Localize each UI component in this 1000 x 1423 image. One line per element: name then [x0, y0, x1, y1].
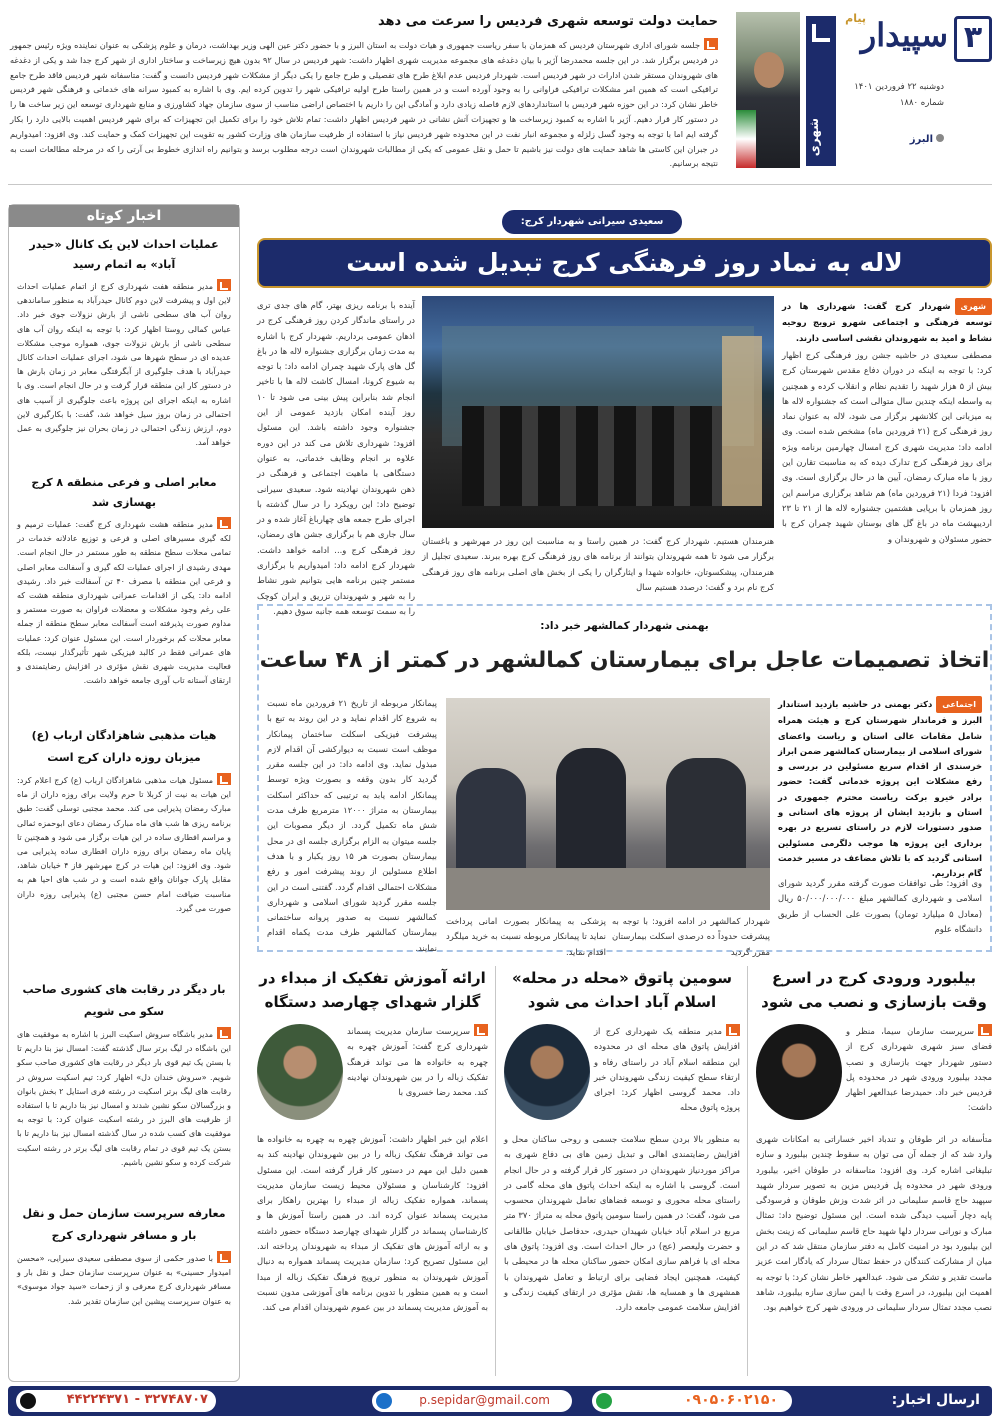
- hospital-column-right: وی افزود: طی توافقات صورت گرفته مقرر گردید شورای اسلامی و شهرداری کمالشهر مبلغ ۵۰/۰۰۰/۰۰۰/۰۰۰ ریال (معادل ۵ میلیارد تومان) بصورت علی الحساب از طریق دانشگاه علوم: [778, 878, 982, 934]
- hospital-column-left: پیمانکار مربوطه از تاریخ ۲۱ فروردین ماه نسبت به شروع کار اقدام نماید و در این روند به تبع با پیشرفت فیزیکی اسکلت ساختمان پیمانکار موظف است نسبت به دیوارکشی آن اقدام لازم مبذول نماید. وی ادامه داد: در این جلسه مقرر گردید کار بدون وقفه و بصورت ویژه توسط پیمانکار ادامه یابد به ترتیبی که حداکثر اسکلت بیمارستان به متراژ ۱۲۰۰۰ مترمربع ظرف مدت شش ماه تکمیل گردد. از دیگر مصوبات این جلسه میتوان به الزام برگزاری جلسه ای در محل بیمارستان بصورت هر ۱۵ روز یکبار و با هدف اطلاع مسئولین از روند پیشرفت امور و رفع مشکلات احتمالی اقدام گردد. گفتنی است در این جلسه مقرر گردید شورای اسلامی و شهرداری کمالشهر نسبت به صدور پروانه ساختمانی بیمارستان کمالشهر ظرف مدت یکماه اقدام نمایند.: [267, 698, 437, 953]
- list-item: [17, 235, 231, 465]
- bottom-story-lead-text: سرپرست سازمان مدیریت پسماند شهرداری کرج گفت: آموزش چهره به چهره به خانواده ها می تواند فرهنگ تفکیک زباله را در بین شهروندان نهادینه کند. محمد رضا خسروی با: [347, 1026, 488, 1098]
- bottom-story-title: ارائه آموزش تفکیک از مبداء در گلزار شهدای چهارصد دستگاه: [259, 969, 486, 1011]
- bottom-story-3: [257, 966, 488, 1376]
- sidebar-item-title: عملیات احداث لاین یک کانال «حیدر آباد» به اتمام رسید: [29, 238, 219, 271]
- province-text: البرز: [909, 134, 933, 145]
- arrow-down-left-icon: [812, 24, 830, 42]
- section-tab: [806, 16, 836, 166]
- lead-headline: لاله به نماد روز فرهنگی کرج تبدیل شده است: [346, 248, 903, 277]
- bottom-story-2: [504, 966, 740, 1376]
- phone-box[interactable]: [16, 1390, 216, 1412]
- bottom-story-lead: [594, 1024, 740, 1128]
- news-bullet-icon: [217, 1251, 231, 1263]
- phone-icon: [20, 1393, 36, 1409]
- whatsapp-number: ۰۹۰۵۰۶۰۲۱۵۰: [684, 1392, 778, 1408]
- list-item: [17, 979, 231, 1197]
- issue-date: دوشنبه ۲۲ فروردین ۱۴۰۱: [854, 82, 944, 92]
- top-story-text: جلسه شورای اداری شهرستان فردیس که همزمان با سفر ریاست جمهوری و هیات دولت به استان البرز و با حضور دکتر عین الهی وزیر بهداشت، درمان و علوم پزشکی به عنوان نماینده ویژه رئیس جمهور در فردیس برگزار شد. در این جلسه محمدرضا آژیر با بیان دغدغه های مجموعه مدیریت شهری اظهار داشت: شهر فردیس در سال ۹۲ بدون هیچ زیرساخت و ساختار اداری از شهر کرج جدا شد و یکی از دغدغه های شهروندان مستقر شدن ادارات در شهر فردیس است. شهردار فردیس عدم ابلاغ طرح های تفصیلی و طرح جامع را یکی دیگر از مشکلات شهر فردیس دانست و گفت: متاسفانه شهر فردیس فاقد طرح جامع ترافیکی است که همین امر مشکلات ترافیکی فراوانی را به وجود آورده است و در همین راستا طرح اولیه ترافیکی شهر را تدوین کرده ایم. وی با اشاره به کمبود سرانه های خدماتی و فرهنگی شهر فردیس خاطر نشان کرد: در این حوزه شهر فردیس با استانداردهای لازم فاصله زیادی دارد و آمادگی این را داریم با اختصاص اراضی مناسب از سوی سازمان جهاد کشاورزی و منابع شهرداری توسعه این زیر ساخت ها را در دستور کار قرار دهیم. آژیر با اشاره به کمبود زیرساخت ها و تجهیزات آتش نشانی در شهر فردیس اظهار داشت: تمام تلاش خود را برای تکمیل این تجهیزات که برای شهر فردیس اهمیت بالایی دارد را بکار گرفته ایم اما با توجه به وجود گسل زلزله و مجموعه انبار نفت در این محدوده شهر فردیس نیاز با استفاده از ظرفیت سازمان های وزارت کشور به تقویت این تجهیزات کمک و حمایت کند. وی افزود: امیدواریم در جبران این کاستی ها شاهد حمایت های دولت نیز باشیم تا حمل و نقل عمومی که یکی از مطالبات شهروندان است درجه مطلوب برسد و بتوانیم راه اندازی خطوط بی آرتی را که در مرحله مطالعات است به نتیجه برسانیم.: [10, 40, 718, 169]
- meeting-photo: [446, 698, 770, 910]
- page-number: ۳: [954, 16, 992, 62]
- sidebar-item-text: با صدور حکمی از سوی مصطفی سعیدی سیرایی، «محسن امیدوار حسینی» به عنوان سرپرست سازمان حمل و نقل بار و مسافر شهرداری کرج معرفی و از زحمات «سید جواد موسوی» به عنوان سرپرست پیشین این سازمان تقدیر شد.: [17, 1254, 231, 1306]
- bottom-story-title: بیلبورد ورودی کرج در اسرع وقت بازسازی و نصب می شود: [761, 969, 987, 1011]
- official-portrait-photo: [736, 12, 800, 168]
- sidebar-item-body: [17, 773, 231, 971]
- sidebar-item-title: بار دیگر در رقابت های کشوری صاحب سکو می شویم: [22, 983, 226, 1018]
- bottom-story-lead-text: مدیر منطقه یک شهرداری کرج از افزایش پاتوق های محله ای در محدوده این منطقه اسلام آباد در راستای رفاه و ارتقاء سطح کیفیت زندگی شهروندان خبر داد. محمد گروسی اظهار کرد: اجرای پروژه پاتوق محله: [594, 1026, 740, 1113]
- newspaper-logo: [842, 10, 950, 70]
- issue-number: شماره ۱۸۸۰: [899, 98, 944, 108]
- bottom-story-lead-text: سرپرست سازمان سیما، منظر و فضای سبز شهری شهرداری کرج از دستور شهردار جهت بازسازی و نصب مجدد بیلبورد ورودی شهر در محدوده پل فردیس خبر داد. حمیدرضا عبدالعهر اظهار داشت:: [846, 1026, 992, 1113]
- sidebar-list: [9, 227, 239, 1327]
- phone-numbers: ۳۲۷۴۸۷۰۷ - ۴۴۲۲۴۳۷۱: [66, 1392, 208, 1407]
- column-divider: [495, 966, 496, 1376]
- lead-column-left: آینده با برنامه ریزی بهتر، گام های جدی تری در راستای ماندگار کردن روز فرهنگی کرج در اذهان عمومی برداریم. شهردار کرج با اشاره به مدت زمان برگزاری جشنواره لاله ها در باغ گل های پارک شهید چمران ادامه داد: با توجه به شیوع کرونا، امسال کاشت لاله ها با تاخیر انجام شد بنابراین پیش بینی می شود تا ۱۰ روز آینده امکان بازدید عمومی از این جشنواره وجود داشته باشد. این مسئول افزود: شهرداری تلاش می کند در این دوره علاوه بر انجام وظایف خدماتی، به عنوان دستگاهی با ماهیت اجتماعی و فرهنگی در ذهن شهروندان نهادینه شود. سعیدی سیرانی توضیح داد: این رویکرد را در سال گذشته با اجرای طرح جمعه های چهارباغ آغاز شده و در سال جاری هم با برگزاری جشن های رمضان، روز فرهنگی کرج و... ادامه خواهد داشت. شهردار کرج ادامه داد: امیدواریم با برگزاری مستمر چنین برنامه هایی بتوانیم شور نشاط را به شهر و شهروندان تزریق و ایران کوچک را به سمت توسعه همه جانبه سوق دهیم.: [257, 300, 415, 616]
- news-bullet-icon: [978, 1024, 992, 1036]
- waste-manager-photo: [257, 1024, 343, 1120]
- lead-story: [257, 210, 992, 616]
- lead-below-photo: هنرمندان هستیم. شهردار کرج گفت: در همین راستا و به مناسبت این روز در مهرشهر و باغستان برگزار می شود تا همه شهروندان بتوانند از برنامه های روز فرهنگی کرج بهره ببرند. سعیدی تجلیل از هنرمندان، پیشکسوتان، خانواده شهدا و ایثارگران را یکی از بخش های اصلی برنامه های روز فرهنگی کرج نام برد و گفت: درصدد هستیم سال: [422, 536, 774, 592]
- sidebar-item-text: مدیر منطقه هشت شهرداری کرج گفت: عملیات ترمیم و لکه گیری مسیرهای اصلی و فرعی و توزیع عادلانه خدمات در تمامی محلات سطح منطقه به طور مستمر در حال انجام است. مهدی رشیدی از اجرای عملیات لکه گیری و آسفالت معابر اصلی و فرعی این منطقه با مصرف ۴۰ تن آسفالت خبر داد. رشیدی ادامه داد: یکی از اقدامات عمرانی شهرداری منطقه هشت که علی رغم وجود مشکلات و معضلات فراوان به صورت مستمر و مداوم صورت پذیرفته است آسفالت معابر سطح منطقه از جمله معابر محلات کم برخوردار است. این مسئول عنوان کرد: عملیات های عمرانی فقط در کالبد فیزیکی شهر تأثیرگذار نیست، بلکه فعالیت مدیریت شهری نقش مؤثری در افزایش رضایتمندی و ارتقای آستانه تاب آوری جامعه خواهد داشت.: [17, 520, 231, 686]
- province-label: [910, 134, 944, 145]
- bottom-story-1: [756, 966, 992, 1376]
- bottom-story-title: سومین پاتوق «محله در محله» اسلام آباد احداث می شود: [511, 969, 732, 1011]
- sidebar-item-text: مسئول هیات مذهبی شاهزادگان ارباب (ع) کرج اعلام کرد: این هیات به نیت از کربلا تا حرم ولایت برای روزه داران از ماه مبارک رمضان پذیرایی می کند. محمد مجتبی توسلی گفت: طبق برنامه ریزی ها شب های ماه مبارک رمضان دعای ابوحمزه ثمالی و مراسم افطاری ساده در این هیات برگزار می شود و همچنین تا پایان ماه رمضان برای روزه داران افطاری ساده پذیرایی می شود. وی افزود: این هیات در کرج مهرشهر فاز ۴ خیابان شاهد، مقابل پارک جوانان واقع شده است و در شب های احیا هم به مناسبت ضیافت امام حسن مجتبی (ع) پذیرایی روزه داران صورت می گیرد.: [17, 776, 231, 913]
- location-pin-icon: [936, 134, 944, 142]
- bottom-story-body: اعلام این خبر اظهار داشت: آموزش چهره به چهره به خانواده ها می تواند فرهنگ تفکیک زباله را در بین شهروندان نهادینه کند به همین دلیل این مهم در دستور کار قرار گرفته است. این مسئول افزود: کارشناسان و مسئولان محیط زیست سازمان مدیریت پسماند، همواره تفکیک زباله از مبداء را بهترین راهکار برای مدیریت پسماند عنوان کرده اند. در همین راستا آموزش ها و کارشناسان پسماند در گلزار شهدای چهارصد دستگاه حضور داشته و به ارائه آموزش های تفکیک از مبداء به شهروندان پرداخته اند. این مسئول تصریح کرد: سازمان مدیریت پسماند همواره به دنبال آموزش شهروندان به منظور ترویج فرهنگ تفکیک زباله از مبدا است و به همین منظور با تدوین برنامه های آموزشی مدون نسبت به آموزش مدیریت پسماند در بین عموم شهروندان اقدام می کند.: [257, 1134, 488, 1313]
- news-bullet-icon: [726, 1024, 740, 1036]
- hospital-summary: [778, 696, 982, 879]
- bottom-story-body: به منظور بالا بردن سطح سلامت جسمی و روحی ساکنان محل و افزایش رضایتمندی اهالی و تبدیل زمین های بی دفاع شهری به مراکز موردنیاز شهروندان در دستور کار قرار گرفته و در حال انجام است. گروسی با اشاره به اینکه احداث پاتوق های محله گامی در راستای محله محوری و توسعه فضاهای تعامل شهروندان محسوب می شود، گفت: در همین راستا سومین پاتوق محله به متراژ ۳۷۰ متر مربع در اسلام آباد خیابان شهیدان حیدری، حدفاصل خیابان طالقانی و حضرت ولیعصر (عج) در حال احداث است. وی افزود: پاتوق های محله ای با فراهم سازی امکان حضور ساکنان محله ها در محیطی با کیفیت، همچنین ایجاد فضایی برای ارتباط و تعامل شهروندان با همشهری ها و همسایه ها، نقش مؤثری در ارتقای کیفیت زندگی و افزایش سلامت عمومی جامعه دارد.: [504, 1134, 741, 1313]
- email-address: p.sepidar@gmail.com: [419, 1393, 550, 1407]
- top-story-headline: حمایت دولت توسعه شهری فردیس را سرعت می دهد: [378, 14, 718, 29]
- sidebar-item-body: [17, 1251, 231, 1323]
- masthead-divider: [8, 184, 992, 185]
- list-item: [17, 473, 231, 717]
- sidebar-item-text: مدیر باشگاه سروش اسکیت البرز با اشاره به موفقیت های این باشگاه در لیگ برتر سال گذشته گفت: امسال نیز بنا داریم تا با بستن یک تیم قوی بار دیگر در رقابت های کشوری صاحب سکو شویم. «سروش خندان دل» اظهار کرد: تیم اسکیت سروش در رقابت های لیگ برتر اسکیت در رشته فری استایل ۲ بخش بانوان و بزرگسالان سکو نشین شدند و امسال نیز بنا داریم تا با استفاده از ظرفیت های البرز در رشته اسکیت عنوان کرد: با توجه به موفقیت های کسب شده در سال گذشته امسال نیز بنا داریم تا با بستن یک تیم قوی در تمام رقابت های لیگ برتر در رشته اسکیت شرکت کرده و سکو نشین باشیم.: [17, 1030, 231, 1167]
- news-bullet-icon: [704, 38, 718, 50]
- section-badge: اجتماعی: [936, 696, 982, 713]
- send-news-label: ارسال اخبار:: [891, 1392, 980, 1408]
- news-bullet-icon: [217, 1027, 231, 1039]
- lead-summary-text: شهردار کرج گفت: شهرداری ها در توسعه فرهنگی و اجتماعی شهرو ترویج روحیه نشاط و امید به شهروندان نقشی اساسی دارند.: [782, 301, 992, 343]
- district-manager-photo: [504, 1024, 590, 1120]
- sidebar-item-body: [17, 517, 231, 717]
- bottom-story-lead: [347, 1024, 488, 1128]
- lead-headline-bar: [257, 238, 992, 288]
- hospital-story: [257, 604, 992, 957]
- logo-main-text: سپیدار: [860, 16, 948, 54]
- bottom-story-body: متأسفانه در اثر طوفان و تندباد اخیر خساراتی به امکانات شهری وارد شد که از جمله آن می توان به سقوط چندین بیلبورد و سازه تبلیغاتی اشاره کرد. وی افزود: متاسفانه در طوفان اخیر، بیلبورد ورودی شهر در محدوده پل فردیس مزین به تصویر سردار شهید سپهبد حاج قاسم سلیمانی در اثر شدت وزش طوفان و فرسودگی پایه دچار آسیب دیدگی شده است. این مسئول توضیح داد: تمثال مبارک و نورانی سردار دلها شهید حاج قاسم سلیمانی که زینت بخش این بیلبورد بود در امنیت کامل به دفتر سازمان منتقل شد که در این میان از مشارکت کنندگان در حفظ تمثال سردار که یادگار امت عزیز ماست تقدیر و تشکر می شود. عبدالعهر خاطر نشان کرد: با توجه به اهمیت این بیلبورد، در اسرع وقت با ایمن سازی سازه بیلبورد، شاهد نصب مجدد تمثال سردار سلیمانی در ورودی شهر کرج خواهیم بود.: [756, 1134, 992, 1313]
- whatsapp-box[interactable]: [592, 1390, 792, 1412]
- masthead: [0, 0, 1000, 178]
- column-divider: [747, 966, 748, 1376]
- news-bullet-icon: [474, 1024, 488, 1036]
- sidebar-item-title: معارفه سرپرست سازمان حمل و نقل بار و مسافر شهرداری کرج: [22, 1207, 226, 1242]
- sidebar-header: اخبار کوتاه: [9, 205, 239, 227]
- browser-icon: [376, 1393, 392, 1409]
- top-story-body: [10, 38, 718, 176]
- lead-column-right: مصطفی سعیدی در حاشیه جشن روز فرهنگی کرج اظهار کرد: با توجه به اینکه در دوران دفاع مقدس شهرستان کرج بیش از ۵ هزار شهید را تقدیم نظام و انقلاب کرده و همچنین به واسطه اینکه چندین سال متوالی است که جشنواره لاله ها به میزبانی این کلانشهر برگزار می شود، لاله به عنوان نماد روز فرهنگی کرج (۲۱ فروردین ماه) مشخص شده است. وی ادامه داد: مدیریت شهری کرج امسال چهارمین برنامه ویژه برای روز فرهنگی کرج تدارک دیده که به مناسبت تقارن این روز با ماه مبارک رمضان، آیین ها در حال برگزاری است. وی افزود: فردا (۲۱ فروردین ماه) هم شاهد برگزاری مراسم این روز همزمان با برپایی هشتمین جشنواره لاله ها از ۲۱ تا ۲۳ اردیبهشت ماه در باغ گل های بوستان شهید چمران کرج با حضور مسئولان و شهروندان و: [782, 350, 992, 544]
- sidebar-item-text: مدیر منطقه هفت شهرداری کرج از اتمام عملیات احداث لاین اول و پیشرفت لاین دوم کانال حیدرآباد به منظور ساماندهی روان آب های سطحی ناشی از بارش نزولات جوی خبر داد. عباس کمالی روستا اظهار کرد: با توجه به اینکه روان آب های سطحی ناشی از بارش نزولات جوی، همواره موجب مشکلات عدیده ای در سطح شهرها می شود، اجرای عملیات احداث کانال حیدرآباد با هدف جلوگیری از آبگرفتگی معابر در زمان بارش ها در دستور کار این منطقه قرار گرفت و در حال انجام است. وی با اشاره به اینکه اجرای این پروژه باعث جلوگیری از آسیب های احتمالی در زمان بروز سیل خواهد شد، گفت: با بکارگیری لاین دوم، ارزش زندگی احتمالی در زمان بحران نیز جلوگیری به عمل خواهد آمد.: [17, 282, 231, 448]
- hospital-summary-text: دکتر بهمنی در حاشیه بازدید استاندار البرز و فرماندار شهرستان کرج و هیئت همراه شامل مقامات عالی استان و ریاست واعضای شورای اسلامی از بیمارستان کمالشهر ضمن ابراز خرسندی از اقدام سریع مسئولین در بررسی و رفع مشکلات این پروژه خدماتی گفت: حضور برادر خیرو برکت ریاست محترم جمهوری در استان و بازدید ایشان از پروژه های استانی و صدور دستورات لازم در راستای تسریع در بهره برداری این پروژه ها موجب دلگرمی مسئولین استانی گردید که با تلاش مضاعف در مسیر خدمت گام برداریم.: [778, 699, 982, 879]
- short-news-sidebar: [8, 204, 240, 1382]
- footer-bar: [8, 1386, 992, 1416]
- hospital-below-a: شهردار کمالشهر در ادامه افزود: با توجه به پیشرفت حدوداً ده درصدی اسکلت بیمارستان مقرر گردید: [612, 916, 770, 957]
- email-box[interactable]: [372, 1390, 572, 1412]
- whatsapp-icon: [596, 1393, 612, 1409]
- ceremony-photo: [422, 296, 774, 528]
- news-bullet-icon: [217, 279, 231, 291]
- hospital-headline: اتخاذ تصمیمات عاجل برای بیمارستان کمالشهر در کمتر از ۴۸ ساعت: [259, 648, 990, 673]
- news-bullet-icon: [217, 517, 231, 529]
- bottom-story-lead: [846, 1024, 992, 1128]
- hospital-kicker: بهمنی شهردار کمالشهر خبر داد:: [540, 620, 709, 632]
- hospital-below-b: پزشکی به پیمانکار بصورت امانی پرداخت نماید تا پیمانکار مربوطه نسبت به خرید میلگرد اقدام نماید.: [446, 916, 606, 957]
- sidebar-item-title: معابر اصلی و فرعی منطقه ۸ کرج بهسازی شد: [31, 476, 217, 509]
- section-badge: شهری: [955, 298, 992, 315]
- news-bullet-icon: [217, 773, 231, 785]
- logo-small-text: پیام: [845, 12, 866, 25]
- sidebar-item-title: هیات مذهبی شاهزادگان ارباب (ع) میزبان روزه داران کرج است: [31, 729, 217, 764]
- billboard-official-photo: [756, 1024, 842, 1120]
- lead-summary: [782, 298, 992, 344]
- list-item: [17, 725, 231, 971]
- sidebar-item-body: [17, 1027, 231, 1197]
- sidebar-item-body: [17, 279, 231, 465]
- section-label: شهری: [807, 117, 821, 156]
- lead-kicker: سعیدی سیرانی شهردار کرج:: [502, 210, 682, 234]
- list-item: [17, 1203, 231, 1323]
